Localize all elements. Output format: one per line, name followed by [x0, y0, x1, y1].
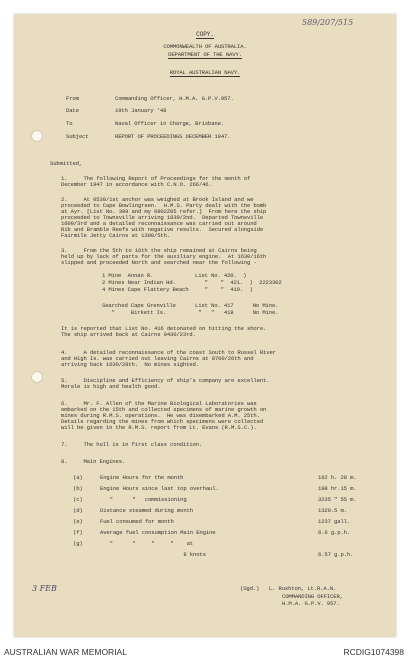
paragraph-6-line: will be given in the R.M.S. report from Lt. Evans (R.M.S.C.). [61, 424, 257, 431]
paragraph-2-line: Fairmile Jetty Cairns at 1300/5th. [61, 232, 171, 239]
paragraph-3-line: slipped and proceeded North and searched near the following - [61, 259, 257, 266]
engine-row-key: (d) [73, 507, 83, 514]
engine-row-label: " " commissioning [100, 496, 187, 503]
signature-title: COMMANDING OFFICER, [282, 593, 343, 600]
paragraph-7-line: 7. The hull is in first class condition. [61, 441, 203, 448]
paragraph-6-line: 6. Mr. F. Allen of the Marine Biological Laboratories was [61, 400, 257, 407]
engine-row-value: 198 hr.15 m. [318, 485, 357, 492]
punch-hole [31, 130, 43, 142]
engine-row-key: (a) [73, 474, 83, 481]
engine-row-label: Engine Hours for the month [100, 474, 184, 481]
header-department: DEPARTMENT OF THE NAVY. [168, 51, 242, 58]
handwritten-reference: 589/207/515 [302, 18, 354, 27]
engine-row-key: (e) [73, 518, 83, 525]
paragraph-6-line: Details regarding the mines from which specimens were collected [61, 418, 264, 425]
signature-line: (Sgd.) L. Rushton, Lt.R.A.N. [240, 585, 337, 592]
paragraph-1-line: December 1947 in accordance with C.N.O. 266/46. [61, 181, 212, 188]
search-list-row: " Birkett Is. " " 418 No Mine. [102, 309, 279, 316]
paragraph-1-line: 1. The following Report of Proceedings for the month of [61, 175, 251, 182]
received-stamp: 3 FEB [32, 584, 57, 593]
engine-row-label: 8 knots [100, 551, 206, 558]
paragraph-3-line: held up by lack of parts for the auxiliary engine. At 1630/16th [61, 253, 267, 260]
search-list-row: Searched Cape Grenville List No. 417 No Mine. [102, 302, 279, 309]
paragraph-3-line: 3. From the 5th to 16th the ship remained at Cairns being [61, 247, 257, 254]
archive-footer [0, 640, 410, 666]
mine-list-row: 4 Mines Cape Flattery Beach " " 419. ) [102, 286, 253, 293]
to-label: To [66, 120, 73, 127]
paragraph-2-line: 1600/3rd and a detailed reconnaissance was carried out around [61, 220, 257, 227]
paragraph-8-heading: 8. Main Engines. [61, 458, 126, 465]
engine-row-key: (c) [73, 496, 83, 503]
engine-row-label: Engine Hours since last top overhaul. [100, 485, 219, 492]
footer-source: AUSTRALIAN WAR MEMORIAL [4, 647, 127, 657]
engine-row-value: 1329.5 m. [318, 507, 347, 514]
footer-record-id: RCDIG1074398 [343, 647, 404, 657]
submitted-line: Submitted, [50, 160, 83, 167]
paragraph-2-line: at Ayr. [List No. 399 and my 0902Z05 refer.] From here the ship [61, 208, 267, 215]
paragraph-3-line: It is reported that List No. 416 detonated on hitting the shore. [61, 325, 267, 332]
paragraph-4-line: and High Is. was carried out leaving Cairns at 0700/26th and [61, 355, 254, 362]
engine-row-value: 6.57 g.p.h. [318, 551, 354, 558]
paragraph-6-line: mines during R.M.S. operations. He was disembarked A.M. 25th. [61, 412, 260, 419]
signature-unit: H.M.A. G.P.V. 957. [282, 600, 340, 607]
engine-row-value: 3235 " 55 m. [318, 496, 357, 503]
engine-row-key: (f) [73, 529, 83, 536]
punch-hole [31, 371, 43, 383]
header-commonwealth: COMMONWEALTH OF AUSTRALIA. [163, 43, 247, 50]
paragraph-6-line: embarked on the 15th and collected specimens of marine growth on [61, 406, 267, 413]
date-value: 19th January '48 [115, 107, 167, 114]
paragraph-5-line: 5. Discipline and Efficiency of ship's company are excellent. [61, 377, 270, 384]
date-label: Date [66, 107, 79, 114]
subject-value: REPORT OF PROCEEDINGS DECEMBER 1947. [115, 133, 231, 140]
engine-row-value: 162 h. 20 m. [318, 474, 357, 481]
to-value: Naval Officer in Charge, Brisbane. [115, 120, 225, 127]
engine-row-key: (b) [73, 485, 83, 492]
engine-row-label: Average fuel consumption Main Engine [100, 529, 216, 536]
mine-list-row: 1 Mine Annan R. List No. 420. ) [102, 272, 247, 279]
engine-row-key: (g) [73, 540, 83, 547]
document-page [14, 14, 396, 637]
paragraph-3-line: The ship arrived back at Cairns 0430/23rd. [61, 331, 196, 338]
engine-row-label: Fuel consumed for month [100, 518, 174, 525]
engine-row-value: 6.6 g.p.h. [318, 529, 351, 536]
paragraph-5-line: Morale is high and health good. [61, 383, 161, 390]
from-value: Commanding Officer, H.M.A. G.P.V.957. [115, 95, 234, 102]
paragraph-4-line: arriving back 1630/28th. No mines sighted. [61, 361, 199, 368]
paragraph-2-line: proceeded to Townsville arriving 1830/2nd. Departed Townsville [61, 214, 264, 221]
paragraph-2-line: proceeded to Cape Bowlingreen. H.M.S. Party dealt with the bomb [61, 202, 267, 209]
engine-row-value: 1237 gall. [318, 518, 351, 525]
from-label: From [66, 95, 79, 102]
mine-list-row: 2 Mines Near Indian Hd. " " 421. ) 2223302 [102, 279, 282, 286]
paragraph-2-line: 2. At 0530/1st anchor was weighed at Brook Island and we [61, 196, 254, 203]
copy-heading: COPY. [196, 31, 214, 38]
engine-row-label: Distance steamed during month [100, 507, 193, 514]
paragraph-4-line: 4. A detailed reconnaissance of the coast South to Russel River [61, 349, 276, 356]
header-ran: ROYAL AUSTRALIAN NAVY. [169, 69, 241, 76]
subject-label: Subject [66, 133, 89, 140]
paragraph-2-line: Rib and Bramble Reefs with negative results. Secured alongside [61, 226, 264, 233]
engine-row-label: " " " " at [100, 540, 193, 547]
